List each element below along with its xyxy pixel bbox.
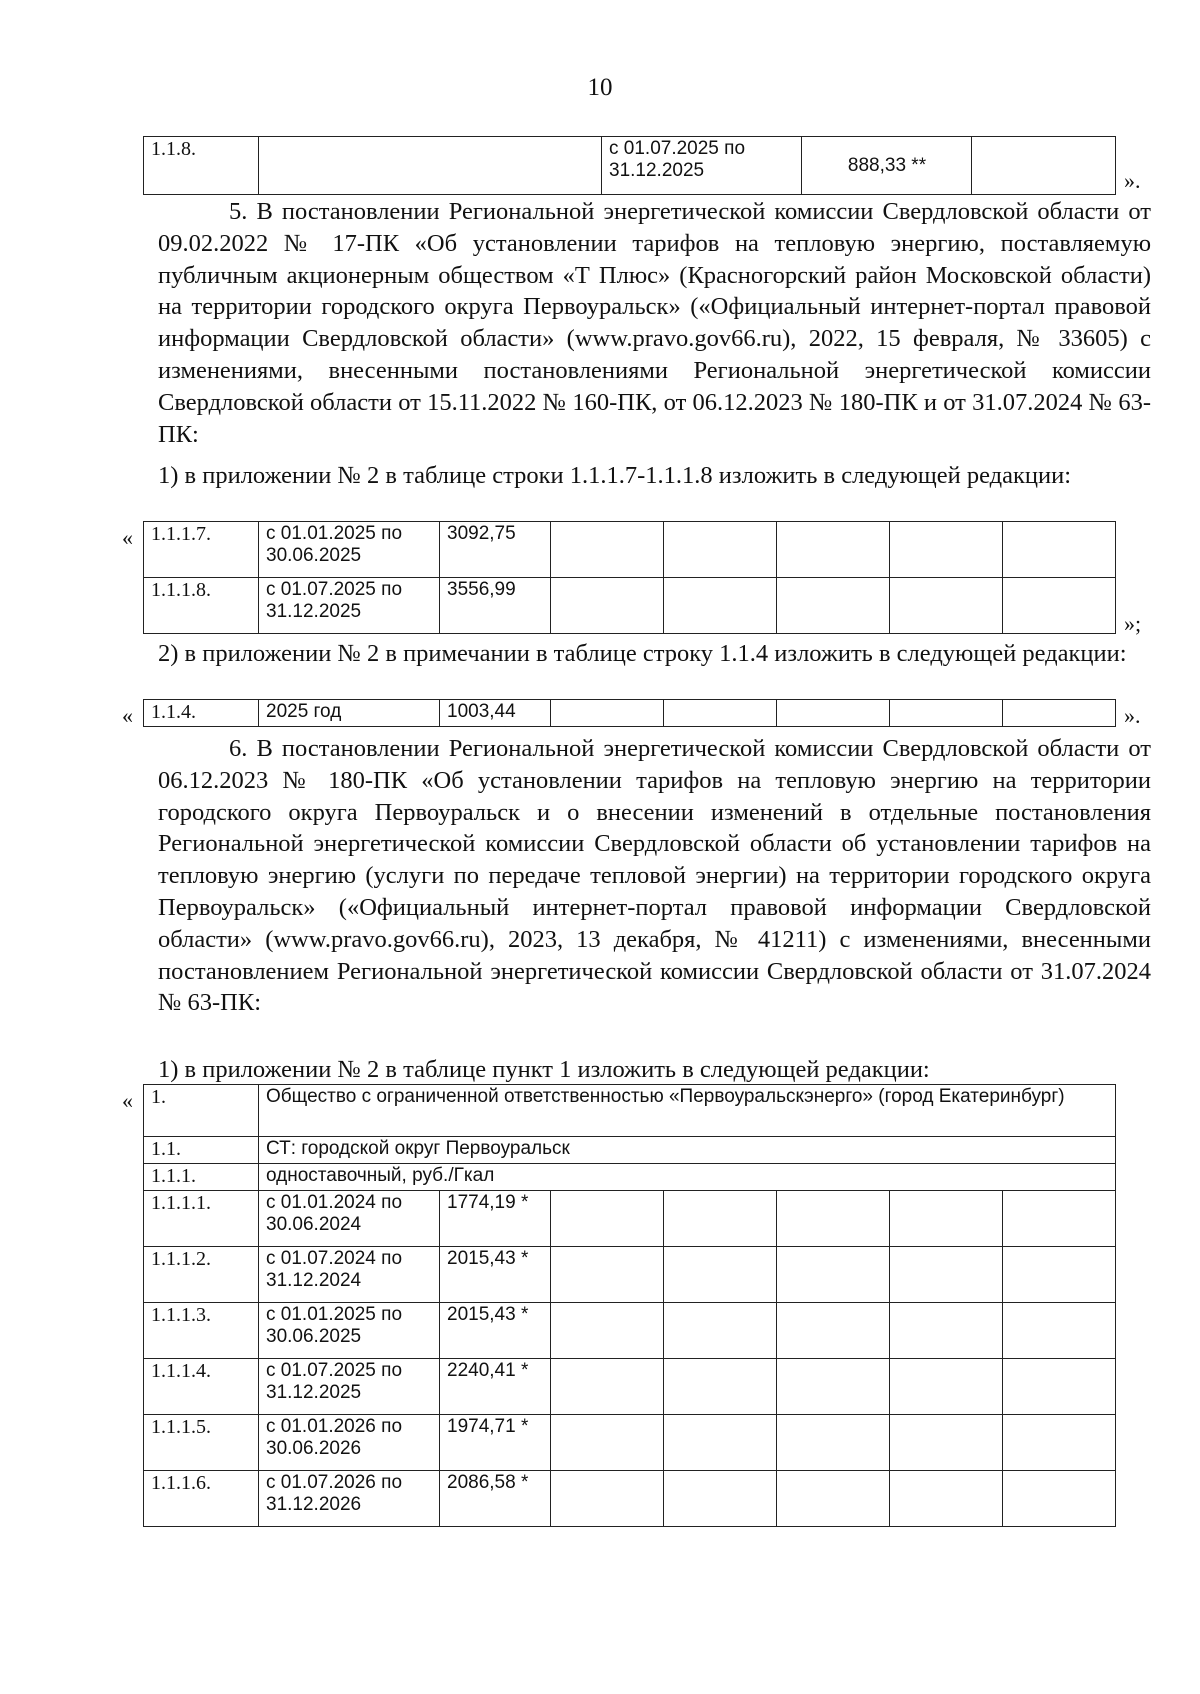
closing-quote: ». — [1124, 703, 1141, 728]
table-row — [144, 700, 1116, 727]
table-item-5-note — [143, 699, 1116, 727]
item-6-paragraph: 6. В постановлении Региональной энергетической комиссии Свердловской области от 06.12.2023 № 180-ПК «Об установлении тарифов на тепловую энергию на территории городского округа Первоуральск и о внесении изменений в отдельные постановления Региональной энергетической комиссии Свердловской области об установлении тарифов на тепловую энергию (услуги по передаче тепловой энергии) на территории городского округа Первоуральск» («Официальный интернет-портал правовой информации Свердловской области» (www.pravo.gov66.ru), 2023, 13 декабря, № 41211) с изменениями, внесенными постановлением Региональной энергетической комиссии Свердловской области от 31.07.2024 № 63-ПК: — [158, 735, 1151, 1017]
row-period: с 01.01.2025 по 30.06.2025 — [259, 1303, 440, 1359]
row-value: 1774,19 * — [440, 1191, 551, 1247]
table-row — [144, 137, 1116, 195]
row-number: 1.1.1.2. — [144, 1247, 259, 1303]
table-row — [144, 1471, 1116, 1527]
table-item-6 — [143, 1084, 1116, 1527]
row-number: 1.1.4. — [144, 700, 259, 727]
row-number: 1.1.1.1. — [144, 1191, 259, 1247]
opening-quote: « — [122, 525, 133, 550]
row-number: 1.1.1.4. — [144, 1359, 259, 1415]
row-period: 2025 год — [259, 700, 440, 727]
system-name: СТ: городской округ Первоуральск — [259, 1137, 1116, 1164]
row-value: 3556,99 — [440, 578, 551, 634]
table-row — [144, 1191, 1116, 1247]
item-6-subitem-1: 1) в приложении № 2 в таблице пункт 1 изложить в следующей редакции: — [158, 1056, 930, 1083]
row-period: с 01.07.2026 по 31.12.2026 — [259, 1471, 440, 1527]
row-number: 1.1.1. — [144, 1164, 259, 1191]
opening-quote: « — [122, 703, 133, 728]
row-number: 1.1.1.8. — [144, 578, 259, 634]
table-cell-empty — [972, 137, 1116, 195]
table-row — [144, 578, 1116, 634]
page-number: 10 — [587, 74, 613, 101]
table-item-5-rows — [143, 521, 1116, 634]
row-period: с 01.07.2024 по 31.12.2024 — [259, 1247, 440, 1303]
row-period: с 01.07.2025 по 31.12.2025 — [259, 578, 440, 634]
row-value: 2086,58 * — [440, 1471, 551, 1527]
tariff-kind: одноставочный, руб./Гкал — [259, 1164, 1116, 1191]
row-number: 1.1.8. — [144, 137, 259, 195]
table-row — [144, 1415, 1116, 1471]
table-row-organization — [144, 1085, 1116, 1137]
row-value: 2015,43 * — [440, 1247, 551, 1303]
row-value: 1003,44 — [440, 700, 551, 727]
row-period: с 01.01.2024 по 30.06.2024 — [259, 1191, 440, 1247]
row-value: 2240,41 * — [440, 1359, 551, 1415]
row-number: 1. — [144, 1085, 259, 1137]
item-5-subitem-2: 2) в приложении № 2 в примечании в таблице строку 1.1.4 изложить в следующей редакции: — [158, 640, 1127, 667]
row-period: с 01.01.2026 по 30.06.2026 — [259, 1415, 440, 1471]
row-value: 2015,43 * — [440, 1303, 551, 1359]
row-period: с 01.01.2025 по 30.06.2025 — [259, 522, 440, 578]
row-number: 1.1. — [144, 1137, 259, 1164]
row-value: 1974,71 * — [440, 1415, 551, 1471]
table-row — [144, 1359, 1116, 1415]
opening-quote: « — [122, 1088, 133, 1113]
table-row-tariff-kind — [144, 1164, 1116, 1191]
table-row-system — [144, 1137, 1116, 1164]
closing-quote: »; — [1124, 611, 1142, 636]
row-period: с 01.07.2025 по 31.12.2025 — [259, 1359, 440, 1415]
organization-name: Общество с ограниченной ответственностью «Первоуральскэнерго» (город Екатеринбург) — [259, 1085, 1116, 1137]
table-row — [144, 1303, 1116, 1359]
row-value: 3092,75 — [440, 522, 551, 578]
item-5-paragraph: 5. В постановлении Региональной энергетической комиссии Свердловской области от 09.02.2022 № 17-ПК «Об установлении тарифов на тепловую энергию, поставляемую публичным акционерным обществом «Т Плюс» (Красногорский район Московской области) на территории городского округа Первоуральск» («Официальный интернет-портал правовой информации Свердловской области» (www.pravo.gov66.ru), 2022, 15 февраля, № 33605) с изменениями, внесенными постановлениями Региональной энергетической комиссии Свердловской области от 15.11.2022 № 160-ПК, от 06.12.2023 № 180-ПК и от 31.07.2024 № 63-ПК: — [158, 198, 1151, 448]
row-number: 1.1.1.5. — [144, 1415, 259, 1471]
closing-quote: ». — [1124, 168, 1141, 193]
table-row — [144, 522, 1116, 578]
item-5-subitem-1: 1) в приложении № 2 в таблице строки 1.1.1.7-1.1.1.8 изложить в следующей редакции: — [158, 462, 1072, 489]
row-number: 1.1.1.3. — [144, 1303, 259, 1359]
table-cell-empty — [259, 137, 602, 195]
row-number: 1.1.1.7. — [144, 522, 259, 578]
row-number: 1.1.1.6. — [144, 1471, 259, 1527]
table-top-fragment — [143, 136, 1116, 195]
table-row — [144, 1247, 1116, 1303]
row-period: с 01.07.2025 по 31.12.2025 — [602, 137, 802, 195]
row-value: 888,33 ** — [802, 137, 972, 195]
